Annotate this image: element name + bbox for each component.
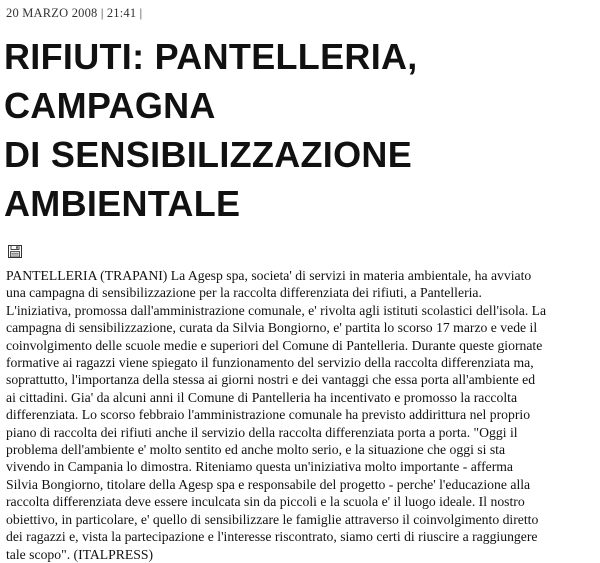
article-body xyxy=(6,267,594,563)
body-line: piano di raccolta dei rifiuti anche il servizio della raccolta differenziata porta a porta. "Oggi il xyxy=(6,424,518,440)
body-line: obiettivo, in particolare, e' quello di sensibilizzare le famiglie attraverso il coinvolgimento diretto xyxy=(6,511,539,527)
article-dateline: 20 MARZO 2008 | 21:41 | xyxy=(6,6,143,20)
floppy-disk-icon[interactable] xyxy=(8,245,22,258)
body-line: campagna di sensibilizzazione, curata da Silvia Bongiorno, e' partita lo scorso 17 marzo e vede il xyxy=(6,320,538,336)
body-line: dei ragazzi e, vista la partecipazione e l'interesse riscontrato, siamo certi di riuscire a raggiungere xyxy=(6,529,538,545)
headline-line: AMBIENTALE xyxy=(4,183,241,224)
article-headline xyxy=(4,32,564,228)
body-line: tale scopo". (ITALPRESS) xyxy=(6,546,154,562)
body-line: problema dell'ambiente e' molto sentito ed anche molto serio, e la situazione che oggi si sta xyxy=(6,442,506,458)
body-line: Silvia Bongiorno, titolare della Agesp spa e responsabile del progetto - perche' l'educazione alla xyxy=(6,476,531,492)
body-line: vivendo in Campania lo dimostra. Riteniamo questa un'iniziativa molto importante - afferma xyxy=(6,459,514,475)
headline-line: RIFIUTI: PANTELLERIA, xyxy=(4,36,418,77)
body-line: raccolta differenziata deve essere inculcata sin da piccoli e la scuola e' il luogo ideale. Il nostro xyxy=(6,494,525,510)
headline-line: DI SENSIBILIZZAZIONE xyxy=(4,134,413,175)
body-line: coinvolgimento delle scuole medie e superiori del Comune di Pantelleria. Durante queste giornate xyxy=(6,337,543,353)
body-line: una campagna di sensibilizzazione per la raccolta differenziata dei rifiuti, a Pantelleria. xyxy=(6,285,482,301)
body-line: soprattutto, l'importanza della stessa ai giorni nostri e dei vantaggi che essa porta all'ambiente ed xyxy=(6,372,536,388)
body-line: L'iniziativa, promossa dall'amministrazione comunale, e' rivolta agli istituti scolastici dell'isola. La xyxy=(6,302,547,318)
body-line: differenziata. Lo scorso febbraio l'amministrazione comunale ha previsto addirittura nel proprio xyxy=(6,407,531,423)
body-line: ai cittadini. Gia' da alcuni anni il Comune di Pantelleria ha incentivato e promosso la raccolta xyxy=(6,389,518,405)
headline-line: CAMPAGNA xyxy=(4,85,216,126)
body-line: PANTELLERIA (TRAPANI) La Agesp spa, societa' di servizi in materia ambientale, ha avviato xyxy=(6,268,532,283)
body-line: formative ai ragazzi viene spiegato il funzionamento del servizio della raccolta differenziata ma, xyxy=(6,355,534,371)
